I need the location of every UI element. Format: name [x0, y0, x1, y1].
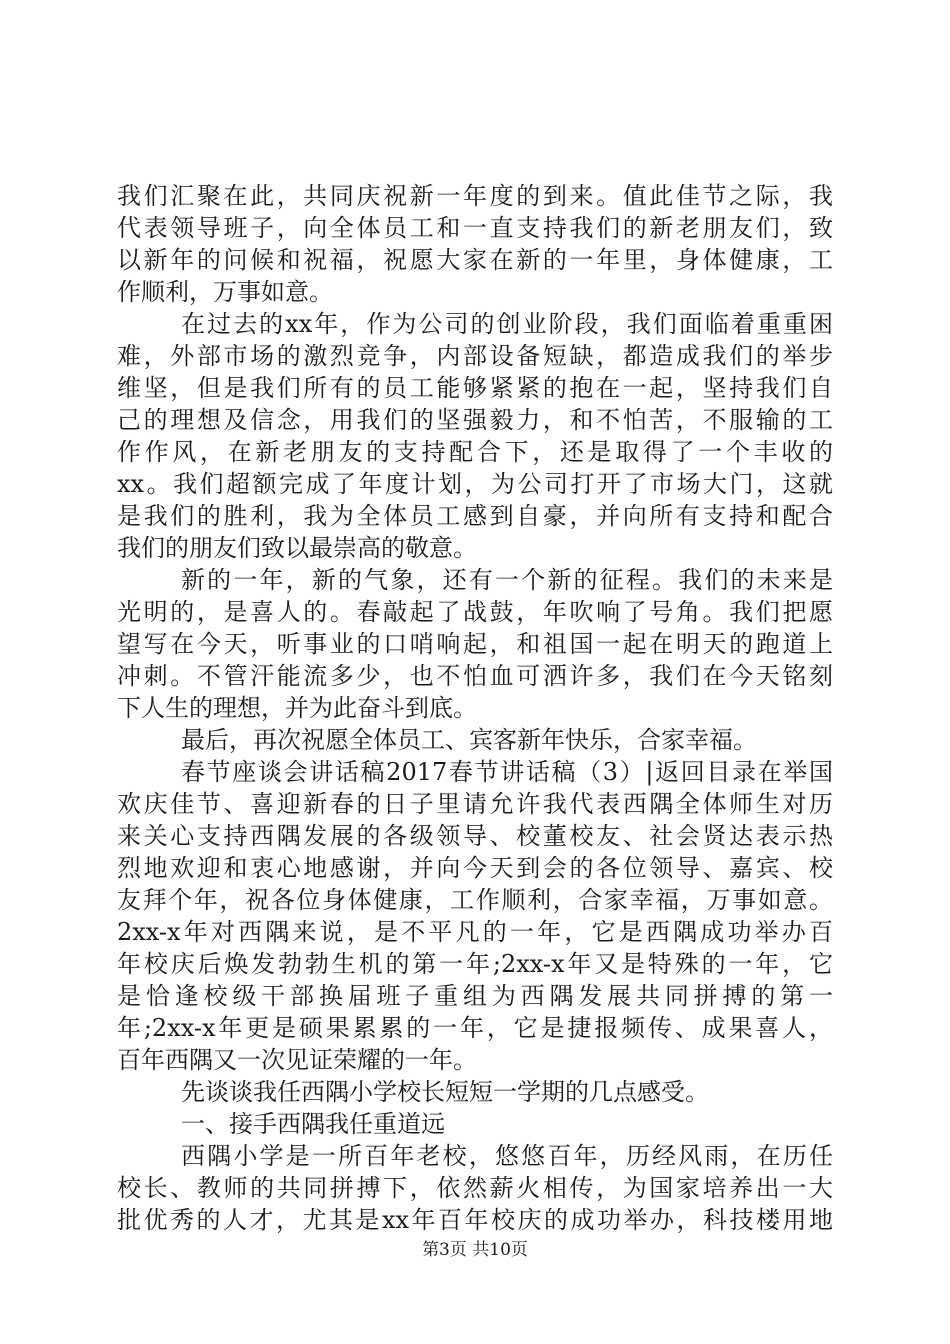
text-line: 最后，再次祝愿全体员工、宾客新年快乐，合家幸福。	[181, 726, 757, 754]
document-body	[117, 180, 833, 1236]
text-line: 维坚，但是我们所有的员工能够紧紧的抱在一起，坚持我们自	[117, 374, 833, 402]
text-line: 校长、教师的共同拼搏下，依然薪火相传，为国家培养出一大	[117, 1174, 833, 1202]
text-line: 年校庆后焕发勃勃生机的第一年;2xx-x年又是特殊的一年，它	[117, 950, 833, 978]
text-line: 下人生的理想，并为此奋斗到底。	[117, 694, 477, 722]
text-line: 年;2xx-x年更是硕果累累的一年，它是捷报频传、成果喜人，	[117, 1014, 833, 1042]
text-line: 光明的，是喜人的。春敲起了战鼓，年吹响了号角。我们把愿	[117, 598, 833, 626]
text-line: 在过去的xx年，作为公司的创业阶段，我们面临着重重困	[181, 310, 833, 338]
text-line: 春节座谈会讲话稿2017春节讲话稿（3）|返回目录在举国	[181, 758, 833, 786]
text-line: 冲刺。不管汗能流多少，也不怕血可洒许多，我们在今天铭刻	[117, 662, 833, 690]
text-line: 难，外部市场的激烈竞争，内部设备短缺，都造成我们的举步	[117, 342, 833, 370]
text-line: 友拜个年，祝各位身体健康，工作顺利，合家幸福，万事如意。	[117, 886, 833, 914]
text-line: 代表领导班子，向全体员工和一直支持我们的新老朋友们，致	[117, 214, 833, 242]
text-line: 是恰逢校级干部换届班子重组为西隅发展共同拼搏的第一	[117, 982, 833, 1010]
text-line: 望写在今天，听事业的口哨响起，和祖国一起在明天的跑道上	[117, 630, 833, 658]
text-line: 以新年的问候和祝福，祝愿大家在新的一年里，身体健康，工	[117, 246, 833, 274]
text-line: 己的理想及信念，用我们的坚强毅力，和不怕苦，不服输的工	[117, 406, 833, 434]
text-line: 一、接手西隅我任重道远	[181, 1110, 445, 1138]
text-line: 作作风，在新老朋友的支持配合下，还是取得了一个丰收的	[117, 438, 833, 466]
text-line: 我们的朋友们致以最崇高的敬意。	[117, 534, 477, 562]
text-line: 百年西隅又一次见证荣耀的一年。	[117, 1046, 477, 1074]
text-line: 烈地欢迎和衷心地感谢，并向今天到会的各位领导、嘉宾、校	[117, 854, 833, 882]
text-line: 新的一年，新的气象，还有一个新的征程。我们的未来是	[181, 566, 833, 594]
text-line: 我们汇聚在此，共同庆祝新一年度的到来。值此佳节之际，我	[117, 182, 833, 210]
text-line: xx。我们超额完成了年度计划，为公司打开了市场大门，这就	[117, 470, 833, 498]
text-line: 来关心支持西隅发展的各级领导、校董校友、社会贤达表示热	[117, 822, 833, 850]
text-line: 欢庆佳节、喜迎新春的日子里请允许我代表西隅全体师生对历	[117, 790, 833, 818]
text-line: 2xx-x年对西隅来说，是不平凡的一年，它是西隅成功举办百	[117, 918, 833, 946]
text-line: 是我们的胜利，我为全体员工感到自豪，并向所有支持和配合	[117, 502, 833, 530]
text-line: 西隅小学是一所百年老校，悠悠百年，历经风雨，在历任	[181, 1142, 833, 1170]
text-line: 批优秀的人才，尤其是xx年百年校庆的成功举办，科技楼用地	[117, 1206, 833, 1234]
page-footer: 第3页 共10页	[422, 1240, 528, 1260]
text-line: 先谈谈我任西隅小学校长短短一学期的几点感受。	[181, 1078, 709, 1106]
text-line: 作顺利，万事如意。	[117, 278, 333, 306]
